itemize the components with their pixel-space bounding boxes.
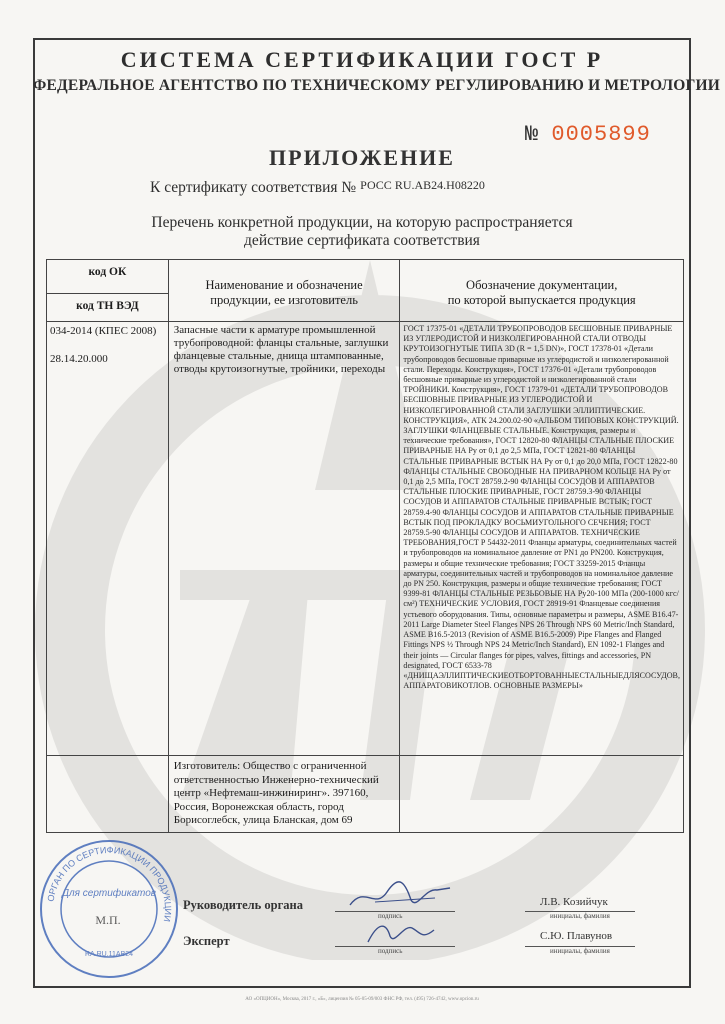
header-doc-line2: по которой выпускается продукция	[447, 293, 636, 307]
form-number	[525, 122, 651, 147]
printer-footer: АО «ОПЦИОН», Москва, 2017 г., «Б», лицензия № 05-05-09/003 ФНС РФ, тел. (495) 726-4742, www.opcion.ru	[245, 997, 479, 1002]
head-name: Л.В. Козийчук	[540, 896, 608, 908]
cell-manufacturer: Изготовитель: Общество с ограниченной ответственностью Инженерно-технический центр «Нефтемаш-инжиниринг». 397160, Россия, Воронежская область, город Борисоглебск, улица Бланская, дом 69	[168, 756, 400, 833]
form-number-value: 0005899	[551, 122, 651, 147]
cell-empty	[47, 756, 169, 833]
expert-name-caption: инициалы, фамилия	[550, 947, 610, 955]
certification-stamp	[38, 838, 180, 980]
certificate-number: РОСС RU.AB24.H08220	[360, 178, 485, 192]
cell-empty-doc	[400, 756, 684, 833]
expert-label: Эксперт	[183, 934, 230, 948]
cell-product-name: Запасные части к арматуре промышленной трубопроводной: фланцы стальные, заглушки фланцевые стальные, днища штампованные, отводы крутоизогнутые, тройники, переходы	[168, 322, 400, 756]
header-product-name	[168, 260, 400, 322]
header-tnved: код ТН ВЭД	[47, 294, 169, 322]
form-number-prefix: №	[525, 122, 539, 147]
expert-sign-caption: подпись	[378, 947, 403, 955]
system-title: СИСТЕМА СЕРТИФИКАЦИИ ГОСТ Р	[120, 47, 604, 72]
cell-documentation: ГОСТ 17375-01 «ДЕТАЛИ ТРУБОПРОВОДОВ БЕСШОВНЫЕ ПРИВАРНЫЕ ИЗ УГЛЕРОДИСТОЙ И НИЗКОЛЕГИРОВАННОЙ СТАЛИ ОТВОДЫ КРУТОИЗОГНУТЫЕ ТИПА 3D (R = 1,5 DN)», ГОСТ 17378-01 «Детали трубопроводов бесшовные приварные из углеродистой и низколегированной стали. Переходы. Конструкция», ГОСТ 17376-01 «Детали трубопроводов бесшовные приварные из углеродистой и низколегированной стали ТРОЙНИКИ. Конструкция», ГОСТ 17379-01 «ДЕТАЛИ ТРУБОПРОВОДОВ БЕСШОВНЫЕ ПРИВАРНЫЕ ИЗ УГЛЕРОДИСТОЙ И НИЗКОЛЕГИРОВАННОЙ СТАЛИ ЗАГЛУШКИ ЭЛЛИПТИЧЕСКИЕ. КОНСТРУКЦИЯ», АТК 24.200.02-90 «АЛЬБОМ ТИПОВЫХ КОНСТРУКЦИЙ. ЗАГЛУШКИ ФЛАНЦЕВЫЕ СТАЛЬНЫЕ. Конструкция, размеры и технические требования», ГОСТ 12820-80 ФЛАНЦЫ СТАЛЬНЫЕ ПЛОСКИЕ ПРИВАРНЫЕ НА Pу от 0,1 до 2,5 МПа, ГОСТ 12821-80 ФЛАНЦЫ СТАЛЬНЫЕ ПРИВАРНЫЕ ВСТЫК НА Pу от 0,1 до 20,0 МПа, ГОСТ 12822-80 ФЛАНЦЫ СТАЛЬНЫЕ СВОБОДНЫЕ НА ПРИВАРНОМ КОЛЬЦЕ НА Pу от 0,1 до 2,5 МПа, ГОСТ 28759.2-90 ФЛАНЦЫ СОСУДОВ И АППАРАТОВ СТАЛЬНЫЕ ПЛОСКИЕ ПРИВАРНЫЕ, ГОСТ 28759.3-90 ФЛАНЦЫ СОСУДОВ И АППАРАТОВ СТАЛЬНЫЕ ПРИВАРНЫЕ ВСТЫК; ГОСТ 28759.4-90 ФЛАНЦЫ СОСУДОВ И АППАРАТОВ СТАЛЬНЫЕ ПРИВАРНЫЕ ВСТЫК ПОД ПРОКЛАДКУ ВОСЬМИУГОЛЬНОГО СЕЧЕНИЯ; ГОСТ 28759.5-90 ФЛАНЦЫ СОСУДОВ И АППАРАТОВ. ТЕХНИЧЕСКИЕ ТРЕБОВАНИЯ,ГОСТ Р 54432-2011 Фланцы арматуры, соединительных частей и трубопроводов на номинальное давление от PN1 до PN200. Конструкция, размеры и общие технические требования; ГОСТ 33259-2015 Фланцы арматуры, соединительных частей и трубопроводов на номинальное давление до PN 250. Конструкция, размеры и общие технические требования; ГОСТ 9399-81 ФЛАНЦЫ СТАЛЬНЫЕ РЕЗЬБОВЫЕ НА Pу20-100 МПа (200-1000 кгс/см²) ТЕХНИЧЕСКИЕ УСЛОВИЯ, ГОСТ 28919-91 Фланцевые соединения устьевого оборудования. Типы, основные параметры и размеры, ASME B16.47-2011 Large Diameter Steel Flanges NPS 26 Through NPS 60 Metric/Inch Standard, ASME B16.5-2013 (Revision of ASME B16.5-2009) Pipe Flanges and Flanged Fittings NPS ½ Through NPS 24 Metric/Inch Standard), EN 1092-1 Flanges and their joints — Circular flanges for pipes, valves, fittings and accessories, PN designated, ГОСТ 6533-78 «ДНИЩАЭЛЛИПТИЧЕСКИЕОТБОРТОВАННЫЕСТАЛЬНЫЕДЛЯСОСУДОВ, АППАРАТОВИКОТЛОВ. ОСНОВНЫЕ РАЗМЕРЫ»	[400, 322, 684, 756]
stamp-mp-label: М.П.	[95, 913, 121, 927]
code-okp: 034-2014 (КПЕС 2008)	[50, 325, 157, 337]
header-doc-line1: Обозначение документации,	[466, 278, 618, 292]
product-table	[46, 259, 684, 833]
head-name-caption: инициалы, фамилия	[550, 912, 610, 920]
product-list-title	[33, 214, 691, 250]
agency-name: ФЕДЕРАЛЬНОЕ АГЕНТСТВО ПО ТЕХНИЧЕСКОМУ РЕГУЛИРОВАНИЮ И МЕТРОЛОГИИ	[33, 77, 721, 94]
expert-name: С.Ю. Плавунов	[540, 930, 613, 942]
head-signature	[345, 880, 455, 912]
appendix-title: ПРИЛОЖЕНИЕ	[269, 145, 455, 170]
header-documentation	[400, 260, 684, 322]
certificate-label: К сертификату соответствия №	[150, 179, 357, 196]
header-okp: код ОК	[47, 260, 169, 294]
stamp-reg-text: RA.RU.11AB24	[84, 951, 134, 958]
list-title-line2: действие сертификата соответствия	[244, 232, 480, 249]
certificate-reference	[150, 178, 485, 197]
stamp-inner-text: Для сертификатов	[61, 888, 157, 899]
head-sign-caption: подпись	[378, 912, 403, 920]
head-label: Руководитель органа	[183, 898, 303, 912]
code-tnved: 28.14.20.000	[50, 353, 108, 365]
header-name-line1: Наименование и обозначение	[205, 278, 363, 292]
cell-codes	[47, 322, 169, 756]
expert-signature	[360, 918, 440, 948]
list-title-line1: Перечень конкретной продукции, на которую распространяется	[151, 214, 573, 231]
header-name-line2: продукции, ее изготовитель	[210, 293, 358, 307]
stamp-ring-text: ОРГАН ПО СЕРТИФИКАЦИИ ПРОДУКЦИИ	[45, 844, 174, 923]
